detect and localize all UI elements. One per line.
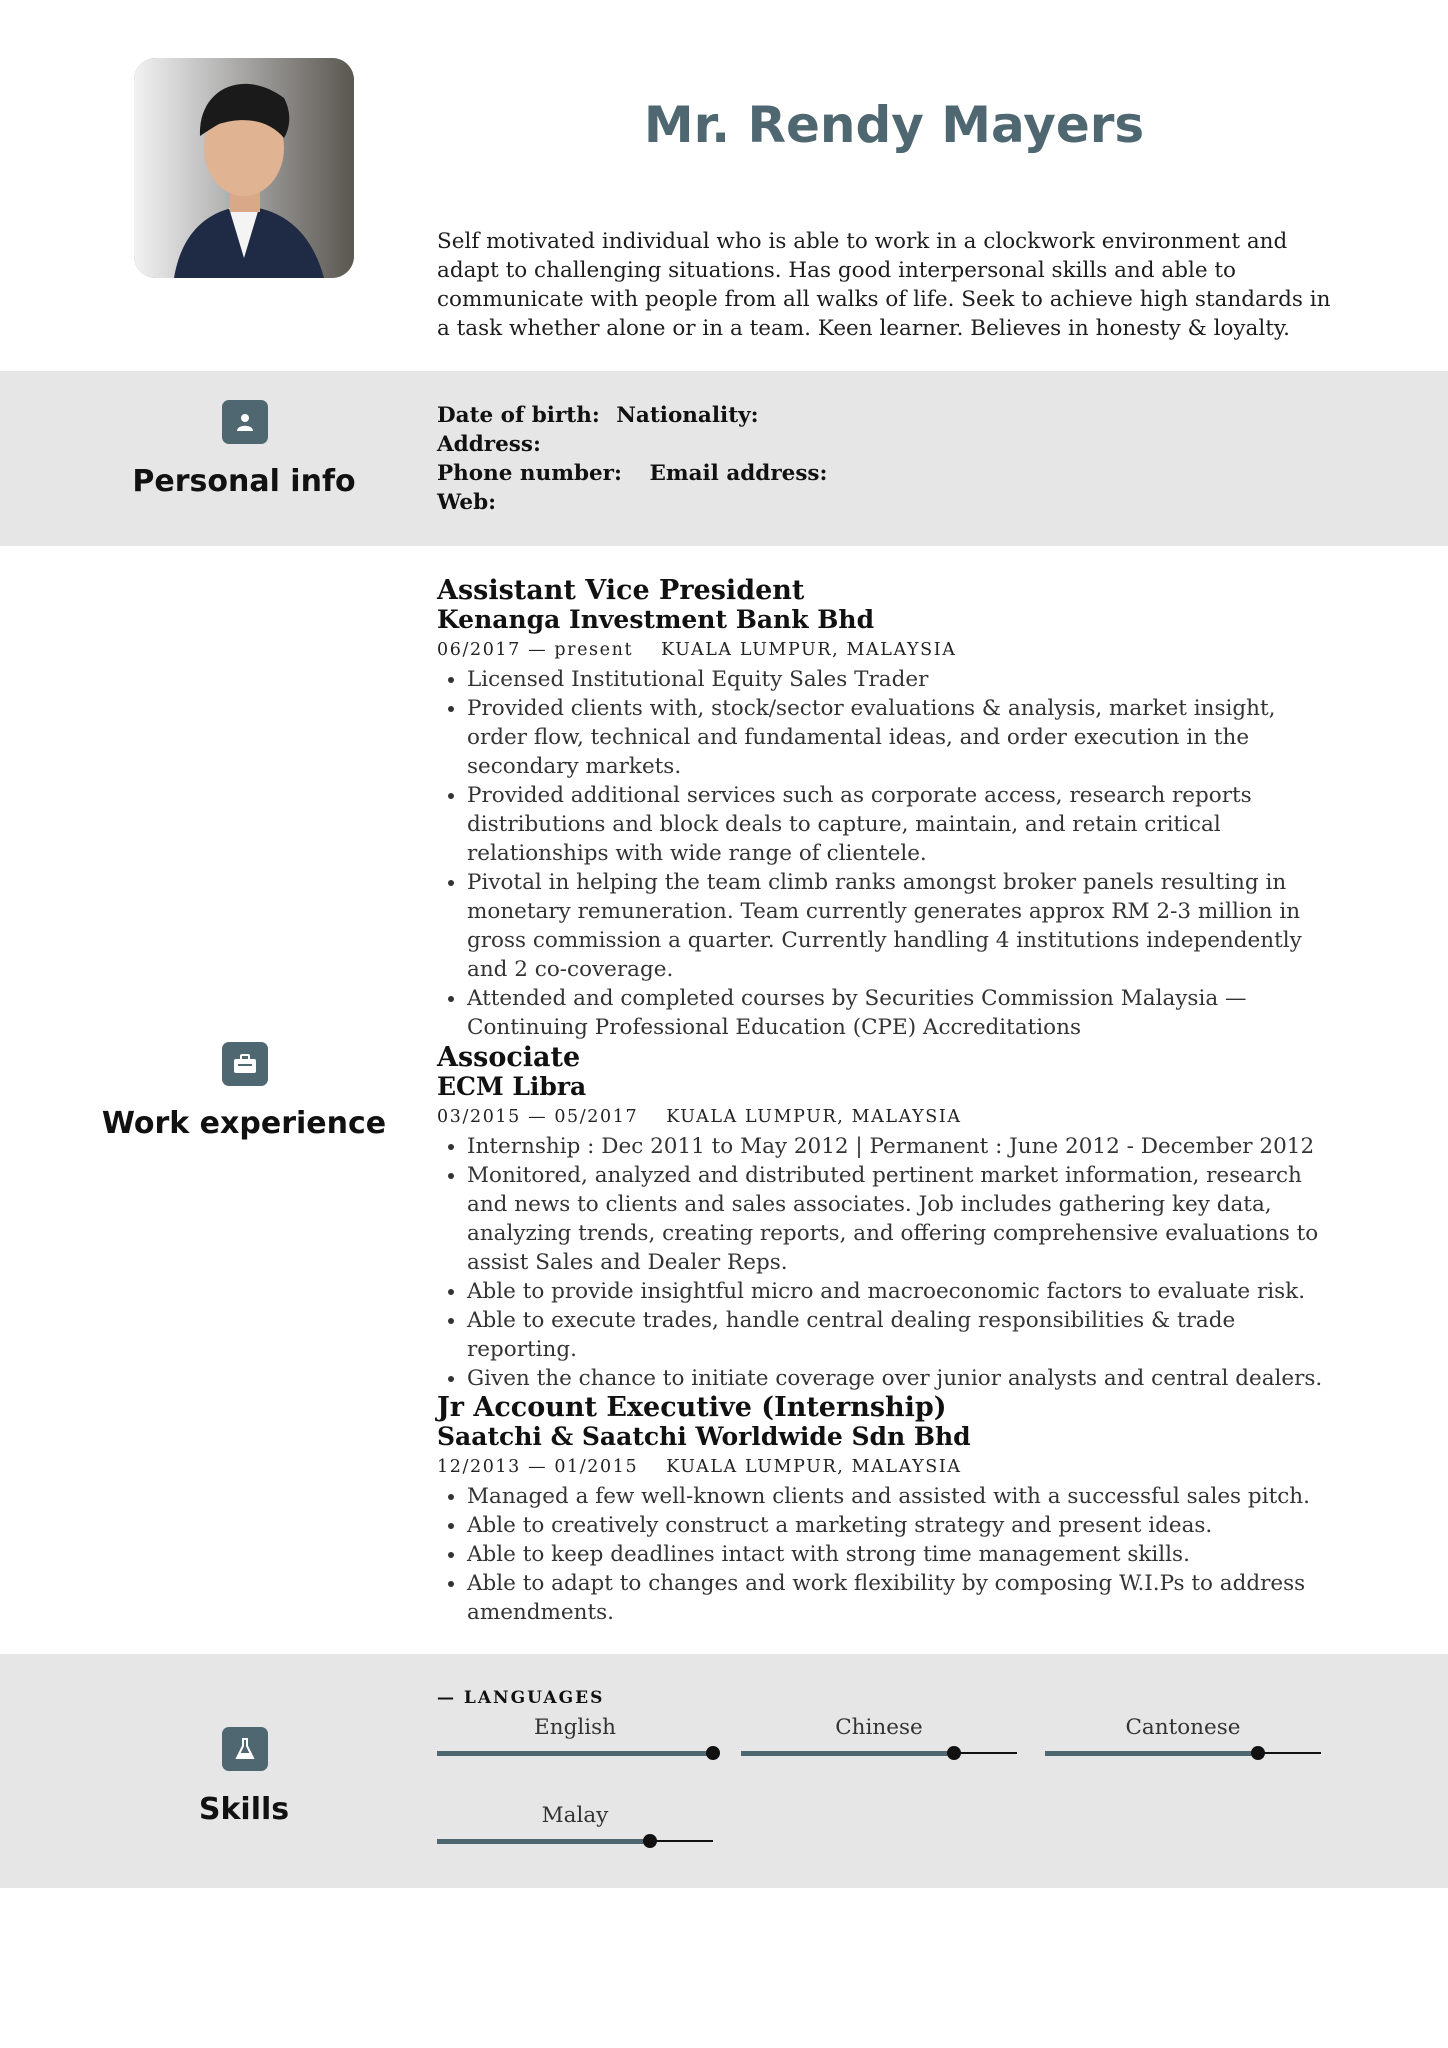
job-company: Kenanga Investment Bank Bhd — [437, 605, 875, 634]
job-dates: 06/2017 — present — [437, 640, 634, 660]
job-bullet: • Able to keep deadlines intact with strong time management skills. — [467, 1540, 1337, 1569]
job-bullet: • Provided additional services such as corporate access, research reports distributions and block deals to capture, maintain, and retain critical relationships with wide range of clientele. — [467, 781, 1337, 868]
address-label: Address: — [437, 432, 541, 457]
job-bullets — [437, 665, 1337, 1042]
language-level-dot — [1251, 1746, 1265, 1760]
job-bullet: • Given the chance to initiate coverage over junior analysts and central dealers. — [467, 1364, 1337, 1393]
language-level-bar — [741, 1746, 1017, 1760]
language-item — [437, 1714, 713, 1760]
job-bullet: • Able to creatively construct a marketing strategy and present ideas. — [467, 1511, 1337, 1540]
job-dates: 12/2013 — 01/2015 — [437, 1457, 639, 1477]
personal-info-fields — [437, 401, 836, 517]
dob-label: Date of birth: — [437, 403, 600, 428]
language-name: English — [534, 1715, 616, 1740]
job-location: KUALA LUMPUR, MALAYSIA — [661, 640, 957, 660]
section-title-skills: Skills — [198, 1792, 290, 1827]
language-item — [741, 1714, 1017, 1760]
job-company: ECM Libra — [437, 1072, 587, 1101]
job-entry — [437, 1393, 1337, 1627]
briefcase-icon — [222, 1042, 268, 1086]
job-bullet: • Able to provide insightful micro and macroeconomic factors to evaluate risk. — [467, 1277, 1337, 1306]
flask-icon — [222, 1727, 268, 1771]
section-title-work: Work experience — [101, 1106, 387, 1141]
skills-band — [0, 1654, 1448, 1888]
nationality-label: Nationality: — [616, 403, 759, 428]
job-bullet: • Monitored, analyzed and distributed pertinent market information, research and news to clients and sales associates. Job includes gathering key data, analyzing trends, creating reports, and offering comprehensive evaluations to assist Sales and Dealer Reps. — [467, 1161, 1337, 1277]
candidate-name: Mr. Rendy Mayers — [643, 96, 1145, 154]
languages-heading: — LANGUAGES — [437, 1688, 605, 1708]
job-company: Saatchi & Saatchi Worldwide Sdn Bhd — [437, 1422, 971, 1451]
web-label: Web: — [437, 490, 497, 515]
language-item — [437, 1802, 713, 1848]
user-icon — [222, 400, 268, 444]
job-bullet: • Licensed Institutional Equity Sales Trader — [467, 665, 1337, 694]
job-title: Assistant Vice President — [437, 575, 805, 606]
job-title: Associate — [437, 1042, 581, 1073]
language-name: Cantonese — [1125, 1715, 1241, 1740]
job-meta — [437, 637, 1337, 663]
job-bullet: • Provided clients with, stock/sector evaluations & analysis, market insight, order flow, technical and fundamental ideas, and order execution in the secondary markets. — [467, 694, 1337, 781]
section-title-personal: Personal info — [132, 464, 356, 499]
email-label: Email address: — [649, 461, 828, 486]
job-title: Jr Account Executive (Internship) — [437, 1392, 947, 1423]
job-bullets — [437, 1482, 1337, 1627]
language-level-bar — [437, 1746, 713, 1760]
job-bullet: • Able to adapt to changes and work flexibility by composing W.I.Ps to address amendments. — [467, 1569, 1337, 1627]
profile-photo — [134, 58, 354, 278]
job-entry — [437, 1043, 1337, 1393]
job-meta — [437, 1104, 1337, 1130]
job-bullets — [437, 1132, 1337, 1393]
language-level-dot — [947, 1746, 961, 1760]
job-bullet: • Internship : Dec 2011 to May 2012 | Permanent : June 2012 - December 2012 — [467, 1132, 1337, 1161]
job-entry — [437, 576, 1337, 1042]
job-location: KUALA LUMPUR, MALAYSIA — [666, 1457, 962, 1477]
language-level-bar — [1045, 1746, 1321, 1760]
language-level-dot — [643, 1834, 657, 1848]
language-level-bar — [437, 1834, 713, 1848]
job-bullet: • Managed a few well-known clients and assisted with a successful sales pitch. — [467, 1482, 1337, 1511]
language-name: Malay — [541, 1803, 609, 1828]
job-bullet: • Able to execute trades, handle central dealing responsibilities & trade reporting. — [467, 1306, 1337, 1364]
job-bullet: • Pivotal in helping the team climb ranks amongst broker panels resulting in monetary remuneration. Team currently generates approx RM 2-3 million in gross commission a quarter. Currently handling 4 institutions independently and 2 co-coverage. — [467, 868, 1337, 984]
job-location: KUALA LUMPUR, MALAYSIA — [666, 1107, 962, 1127]
language-item — [1045, 1714, 1321, 1760]
job-dates: 03/2015 — 05/2017 — [437, 1107, 639, 1127]
job-bullet: • Attended and completed courses by Securities Commission Malaysia — Continuing Professional Education (CPE) Accreditations — [467, 984, 1337, 1042]
job-meta — [437, 1454, 1337, 1480]
language-name: Chinese — [835, 1715, 923, 1740]
language-level-dot — [706, 1746, 720, 1760]
profile-summary: Self motivated individual who is able to work in a clockwork environment and adapt to challenging situations. Has good interpersonal skills and able to communicate with people from all walks of life. Seek to achieve high standards in a task whether alone or in a team. Keen learner. Believes in honesty & loyalty. — [437, 229, 1331, 341]
phone-label: Phone number: — [437, 461, 622, 486]
